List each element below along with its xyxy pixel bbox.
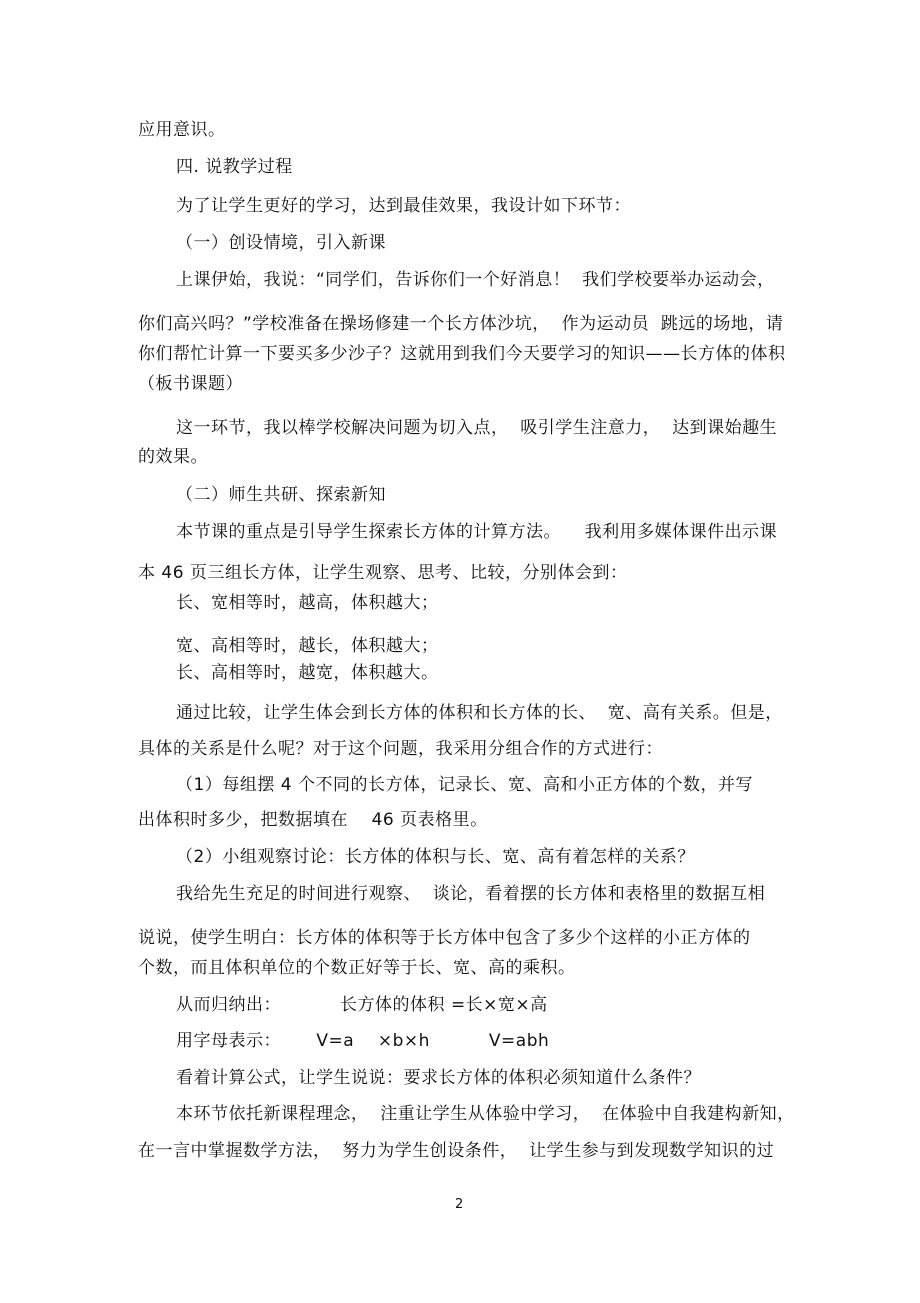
- text-line: 说说，使学生明白：长方体的体积等于长方体中包含了多少个这样的小正方体的: [138, 928, 751, 948]
- text-line: 在一言中掌握数学方法， 努力为学生创设条件， 让学生参与到发现数学知识的过: [138, 1141, 775, 1161]
- text-line: 本 46 页三组长方体，让学生观察、思考、比较，分别体会到：: [138, 563, 628, 583]
- text-line: 你们帮忙计算一下要买多少沙子？这就用到我们今天要学习的知识——长方体的体积: [138, 344, 786, 364]
- subsection-heading: （一）创设情境，引入新课: [176, 233, 386, 253]
- text-line: 我给先生充足的时间进行观察、 谈论，看着摆的长方体和表格里的数据互相: [176, 884, 766, 904]
- text-line: 上课伊始，我说：“同学们，告诉你们一个好消息！ 我们学校要举办运动会，: [176, 270, 775, 290]
- text-line: （1）每组摆 4 个不同的长方体，记录长、宽、高和小正方体的个数，并写: [176, 775, 753, 795]
- text-line: 应用意识。: [138, 120, 226, 140]
- text-line: 通过比较，让学生体会到长方体的体积和长方体的长、 宽、高有关系。但是，: [176, 703, 783, 723]
- formula-line: 用字母表示： V=a ×b×h V=abh: [176, 1031, 550, 1051]
- text-line: 这一环节，我以棒学校解决问题为切入点， 吸引学生注意力， 达到课始趣生: [176, 418, 778, 438]
- text-line: 个数，而且体积单位的个数正好等于长、宽、高的乘积。: [138, 958, 576, 978]
- text-line: （板书课题）: [138, 374, 243, 394]
- section-heading: 四. 说教学过程: [176, 157, 293, 177]
- text-line: 为了让学生更好的学习，达到最佳效果，我设计如下环节：: [176, 196, 631, 216]
- text-line: 长、高相等时，越宽，体积越大。: [176, 663, 439, 683]
- text-line: 看着计算公式，让学生说说：要求长方体的体积必须知道什么条件？: [176, 1068, 701, 1088]
- text-line: 本节课的重点是引导学生探索长方体的计算方法。 我利用多媒体课件出示课: [176, 522, 778, 542]
- text-line: 你们高兴吗？”学校准备在操场修建一个长方体沙坑， 作为运动员 跳远的场地，请: [138, 314, 784, 334]
- text-line: 具体的关系是什么呢？对于这个问题，我采用分组合作的方式进行：: [138, 739, 663, 759]
- page-number: 2: [455, 1197, 464, 1212]
- text-line: 宽、高相等时，越长，体积越大；: [176, 636, 439, 656]
- text-line: 本环节依托新课程理念， 注重让学生从体验中学习， 在体验中自我建构新知，: [176, 1104, 795, 1124]
- text-line: （2）小组观察讨论：长方体的体积与长、宽、高有着怎样的关系？: [176, 847, 695, 867]
- text-line: 长、宽相等时，越高，体积越大；: [176, 593, 439, 613]
- text-line: 的效果。: [138, 447, 208, 467]
- subsection-heading: （二）师生共研、探索新知: [176, 485, 386, 505]
- formula-line: 从而归纳出： 长方体的体积 =长×宽×高: [176, 995, 548, 1015]
- text-line: 出体积时多少，把数据填在 46 页表格里。: [138, 810, 488, 830]
